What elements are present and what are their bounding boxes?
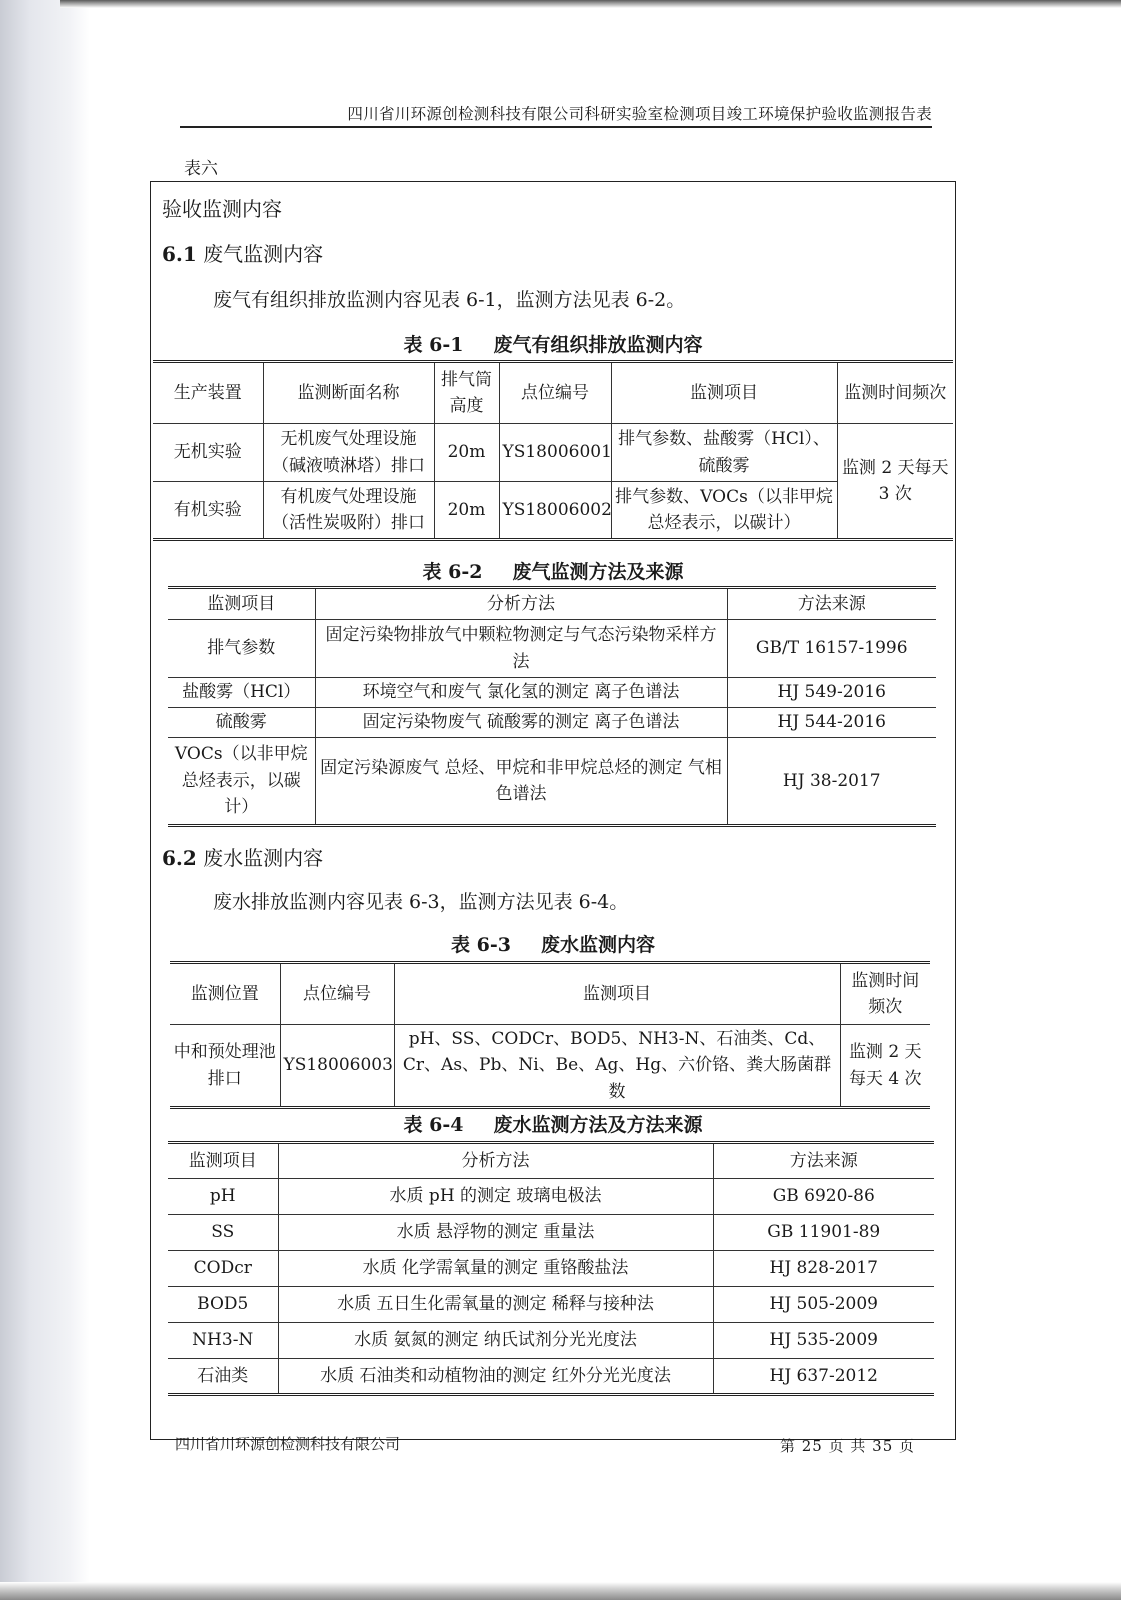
scan-left-shadow (0, 0, 90, 1600)
table-6-1-number: 表 6-1 (403, 334, 464, 356)
table-cell: HJ 38-2017 (727, 738, 936, 826)
table-cell: 无机实验 (153, 424, 263, 482)
table-cell: 水质 悬浮物的测定 重量法 (278, 1215, 713, 1251)
table-row (170, 963, 930, 1025)
table-row (168, 620, 936, 678)
section-6-1-number: 6.1 (162, 242, 197, 266)
table-cell: 排气参数、VOCs（以非甲烷总烃表示，以碳计） (611, 482, 837, 540)
table-row (168, 678, 936, 708)
table-cell: 20m (434, 482, 499, 540)
scan-top-edge (60, 0, 1121, 8)
table-cell: GB/T 16157-1996 (727, 620, 936, 678)
table-cell: 硫酸雾 (168, 708, 315, 738)
table-header-cell: 监测时间频次 (837, 362, 953, 424)
table-header-cell: 分析方法 (315, 588, 727, 620)
table-cell: 无机废气处理设施（碱液喷淋塔）排口 (263, 424, 434, 482)
table-header-cell: 监测项目 (611, 362, 837, 424)
table-row (168, 1323, 934, 1359)
table-cell: HJ 544-2016 (727, 708, 936, 738)
table-row (153, 424, 953, 482)
table-cell: HJ 828-2017 (713, 1251, 934, 1287)
table-6-2-number: 表 6-2 (422, 561, 483, 583)
table-cell: HJ 549-2016 (727, 678, 936, 708)
table-cell: YS18006003 (280, 1025, 394, 1108)
table-6-1-caption (150, 330, 956, 357)
table-header-cell: 排气筒高度 (434, 362, 499, 424)
table-6-4-caption (150, 1110, 956, 1137)
table-cell: 固定污染源废气 总烃、甲烷和非甲烷总烃的测定 气相色谱法 (315, 738, 727, 826)
table-cell: YS18006001 (499, 424, 611, 482)
table-cell: 盐酸雾（HCl） (168, 678, 315, 708)
table-header-cell: 分析方法 (278, 1143, 713, 1179)
table-6-1 (153, 360, 953, 541)
table-cell: 水质 pH 的测定 玻璃电极法 (278, 1179, 713, 1215)
section-6-2-number: 6.2 (162, 846, 197, 870)
table-header-cell: 监测断面名称 (263, 362, 434, 424)
table-cell: 石油类 (168, 1359, 278, 1395)
section-6-1-paragraph: 废气有组织排放监测内容见表 6-1，监测方法见表 6-2。 (213, 289, 686, 311)
table-header-cell: 方法来源 (713, 1143, 934, 1179)
table-6-4-title: 废水监测方法及方法来源 (493, 1114, 703, 1136)
table-header-cell: 监测项目 (168, 1143, 278, 1179)
table-cell-frequency: 监测 2 天每天 3 次 (837, 424, 953, 540)
table-cell: 有机实验 (153, 482, 263, 540)
table-cell: 固定污染物排放气中颗粒物测定与气态污染物采样方法 (315, 620, 727, 678)
page-header: 四川省川环源创检测科技有限公司科研实验室检测项目竣工环境保护验收监测报告表 (347, 105, 932, 123)
table-6-4 (168, 1141, 934, 1396)
table-6-3-number: 表 6-3 (451, 934, 511, 956)
table-cell: pH、SS、CODCr、BOD5、NH3-N、石油类、Cd、Cr、As、Pb、Ni、Be、Ag、Hg、六价铬、粪大肠菌群数 (394, 1025, 840, 1108)
table-cell: 水质 石油类和动植物油的测定 红外分光光度法 (278, 1359, 713, 1395)
table-row (168, 588, 936, 620)
section-6-1-heading (162, 238, 323, 267)
table-cell: 水质 氨氮的测定 纳氏试剂分光光度法 (278, 1323, 713, 1359)
table-cell: GB 11901-89 (713, 1215, 934, 1251)
section-6-1-title: 废气监测内容 (203, 242, 324, 266)
table-6-2-title: 废气监测方法及来源 (512, 561, 684, 583)
table-tag: 表六 (184, 159, 218, 179)
table-cell: 排气参数 (168, 620, 315, 678)
frame-title: 验收监测内容 (162, 197, 282, 221)
table-row (168, 1251, 934, 1287)
table-6-3-caption (150, 930, 956, 957)
table-row (168, 1359, 934, 1395)
table-cell: YS18006002 (499, 482, 611, 540)
table-header-cell: 监测项目 (394, 963, 840, 1025)
table-cell: 有机废气处理设施（活性炭吸附）排口 (263, 482, 434, 540)
table-header-cell: 方法来源 (727, 588, 936, 620)
footer-company: 四川省川环源创检测科技有限公司 (175, 1435, 401, 1453)
table-6-1-title: 废气有组织排放监测内容 (493, 334, 703, 356)
table-cell: 排气参数、盐酸雾（HCl）、硫酸雾 (611, 424, 837, 482)
table-cell: GB 6920-86 (713, 1179, 934, 1215)
table-cell: 中和预处理池排口 (170, 1025, 280, 1108)
table-cell: HJ 505-2009 (713, 1287, 934, 1323)
table-cell: VOCs（以非甲烷总烃表示，以碳计） (168, 738, 315, 826)
table-cell: 监测 2 天每天 4 次 (840, 1025, 930, 1108)
table-row (168, 1287, 934, 1323)
table-row (168, 738, 936, 826)
scan-bottom-edge (0, 1582, 1121, 1600)
table-header-cell: 监测位置 (170, 963, 280, 1025)
table-header-cell: 点位编号 (499, 362, 611, 424)
table-row (153, 482, 953, 540)
table-row (153, 362, 953, 424)
table-cell: 水质 化学需氧量的测定 重铬酸盐法 (278, 1251, 713, 1287)
table-row (170, 1025, 930, 1108)
section-6-2-title: 废水监测内容 (203, 846, 324, 870)
table-header-cell: 监测时间频次 (840, 963, 930, 1025)
table-cell: NH3-N (168, 1323, 278, 1359)
table-row (168, 708, 936, 738)
table-header-cell: 生产装置 (153, 362, 263, 424)
table-cell: HJ 535-2009 (713, 1323, 934, 1359)
section-6-2-heading (162, 842, 323, 871)
section-6-2-paragraph: 废水排放监测内容见表 6-3，监测方法见表 6-4。 (213, 891, 629, 913)
table-cell: 20m (434, 424, 499, 482)
table-header-cell: 监测项目 (168, 588, 315, 620)
table-6-2-caption (150, 557, 956, 584)
table-6-3-title: 废水监测内容 (540, 934, 655, 956)
table-6-2 (168, 586, 936, 827)
table-cell: HJ 637-2012 (713, 1359, 934, 1395)
table-6-4-number: 表 6-4 (403, 1114, 464, 1136)
table-cell: 环境空气和废气 氯化氢的测定 离子色谱法 (315, 678, 727, 708)
table-row (168, 1215, 934, 1251)
footer-page-number: 第 25 页 共 35 页 (780, 1437, 916, 1455)
table-cell: pH (168, 1179, 278, 1215)
table-cell: SS (168, 1215, 278, 1251)
table-row (168, 1143, 934, 1179)
table-cell: CODcr (168, 1251, 278, 1287)
table-6-3 (170, 961, 930, 1109)
header-rule (180, 126, 932, 128)
table-row (168, 1179, 934, 1215)
table-cell: 水质 五日生化需氧量的测定 稀释与接种法 (278, 1287, 713, 1323)
table-header-cell: 点位编号 (280, 963, 394, 1025)
table-cell: 固定污染物废气 硫酸雾的测定 离子色谱法 (315, 708, 727, 738)
table-cell: BOD5 (168, 1287, 278, 1323)
